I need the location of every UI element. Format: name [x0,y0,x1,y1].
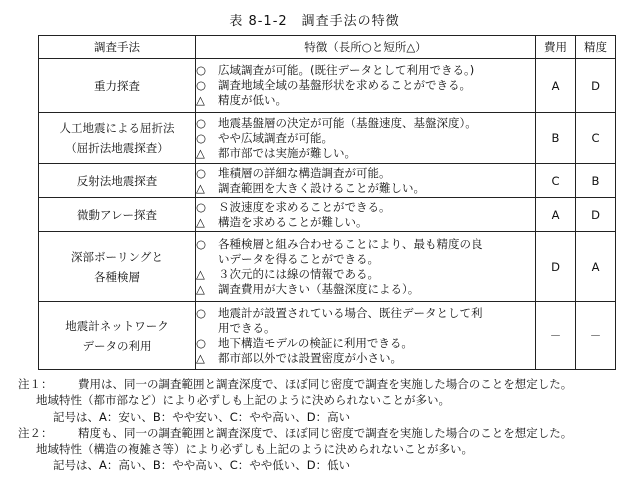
table-row [39,198,616,232]
feature-symbol [196,252,218,267]
feature-symbol: ○ [196,115,207,130]
cost-cell: A [536,198,576,232]
method-table [38,35,616,370]
table-row [39,113,616,164]
feature-text: 調査範囲を大きく設けることが難しい。 [218,180,425,195]
feature-symbol [196,321,218,336]
feature-line [196,200,535,215]
accuracy-cell: － [576,302,616,370]
features-cell [196,302,536,370]
feature-symbol: △ [196,214,205,229]
accuracy-cell: C [576,113,616,164]
feature-text: 堆積層の詳細な構造調査が可能。 [218,165,391,180]
feature-line [196,181,535,196]
cost-cell: C [536,164,576,198]
feature-symbol: ○ [196,78,207,92]
feature-line [196,166,535,181]
feature-line [196,306,535,321]
feature-text: やや広域調査が可能。 [218,130,333,145]
method-name-line: 各種検層 [94,269,140,284]
feature-text: ３次元的には線の情報である。 [218,266,379,281]
method-cell [39,198,196,232]
feature-text: いデータを得ることができる。 [218,251,379,266]
cost-cell: A [536,59,576,113]
table-row [39,164,616,198]
notes [18,376,623,474]
method-cell [39,164,196,198]
cost-cell: － [536,302,576,370]
feature-line [196,336,535,351]
feature-line [196,267,535,282]
method-name-line: 反射法地震探査 [76,173,158,188]
header-row [39,36,616,59]
accuracy-cell: D [576,198,616,232]
feature-text: Ｓ波速度を求めることができる。 [218,199,391,214]
feature-line [196,351,535,366]
note2-line3: 記号は、A：高い、B：やや高い、C：やや低い、D：低い [53,458,351,473]
feature-symbol: △ [196,180,205,195]
feature-symbol: ○ [196,199,207,214]
note1-text1: 費用は、同一の調査範囲と調査深度で、ほぼ同じ密度で調査を実施した場合のことを想定した。 [78,377,573,391]
feature-text: 構造を求めることが難しい。 [218,214,368,229]
method-name-line: 重力探査 [94,78,140,93]
feature-text: 用できる。 [218,320,276,335]
note1-label: 注１： [18,377,53,391]
method-name-line: データの利用 [82,338,152,353]
feature-line [196,63,535,78]
note1-line1 [18,376,623,392]
features-cell [196,198,536,232]
features-cell [196,59,536,113]
feature-line [196,146,535,161]
feature-symbol: △ [196,350,205,365]
header-features: 特徴（長所○と短所△） [196,36,536,59]
table-title: 表 8-1-2 調査手法の特徴 [229,14,400,29]
feature-line [196,215,535,230]
method-cell [39,113,196,164]
note2-text1: 精度も、同一の調査範囲と調査深度で、ほぼ同じ密度で調査を実施した場合のことを想定した。 [78,425,573,440]
method-cell [39,232,196,302]
note1-line2: 地域特性（都市部など）により必ずしも上記のように決められないことが多い。 [36,393,450,408]
feature-text: 都市部では実施が難しい。 [218,145,356,160]
feature-text: 都市部以外では設置密度が小さい。 [218,350,402,365]
features-cell [196,113,536,164]
method-name-line: 人工地震による屈折法 [59,121,175,135]
feature-line [196,93,535,108]
note1-line3: 記号は、A：安い、B：やや安い、C：やや高い、D：高い [53,409,351,424]
method-cell [39,302,196,370]
note2-line1 [18,425,623,441]
method-cell [39,59,196,113]
feature-text: 地震基盤層の決定が可能（基盤速度、基盤深度）。 [218,115,477,130]
feature-symbol: ○ [196,63,207,77]
feature-line [196,252,535,267]
feature-text: 精度が低い。 [218,93,287,107]
feature-symbol: ○ [196,130,207,145]
accuracy-cell: D [576,59,616,113]
table-row [39,59,616,113]
feature-line [196,78,535,93]
header-cost: 費用 [536,36,576,59]
feature-symbol: △ [196,93,205,107]
header-method: 調査手法 [39,36,196,59]
feature-line [196,116,535,131]
feature-text: 各種検層と組み合わせることにより、最も精度の良 [218,236,483,251]
method-name-line: 微動アレー探査 [76,207,158,222]
feature-symbol: △ [196,266,205,281]
note2-label: 注２： [18,425,53,440]
feature-text: 地下構造モデルの検証に利用できる。 [218,335,413,350]
feature-symbol: △ [196,281,205,296]
feature-symbol: ○ [196,236,207,251]
features-cell [196,164,536,198]
table-row [39,302,616,370]
feature-text: 地震計が設置されている場合、既往データとして利 [218,305,483,320]
feature-line [196,282,535,297]
cost-cell: D [536,232,576,302]
feature-line [196,237,535,252]
feature-symbol: ○ [196,305,207,320]
features-cell [196,232,536,302]
feature-symbol: ○ [196,165,207,180]
accuracy-cell: A [576,232,616,302]
feature-text: 調査地域全域の基盤形状を求めることができる。 [218,78,471,92]
method-name-line: 深部ボーリングと [71,249,163,264]
accuracy-cell: B [576,164,616,198]
method-name-line: 地震計ネットワーク [65,318,169,333]
cost-cell: B [536,113,576,164]
note2-line2: 地域特性（構造の複雑さ等）により必ずしも上記のように決められないことが多い。 [36,442,473,457]
feature-symbol: △ [196,145,205,160]
table-row [39,232,616,302]
feature-text: 調査費用が大きい（基盤深度による）。 [218,281,420,296]
feature-line [196,131,535,146]
feature-line [196,321,535,336]
header-accuracy: 精度 [576,36,616,59]
method-name-line: （屈折法地震探査） [65,141,169,155]
feature-text: 広域調査が可能。(既往データとして利用できる。) [218,63,475,77]
feature-symbol: ○ [196,335,207,350]
